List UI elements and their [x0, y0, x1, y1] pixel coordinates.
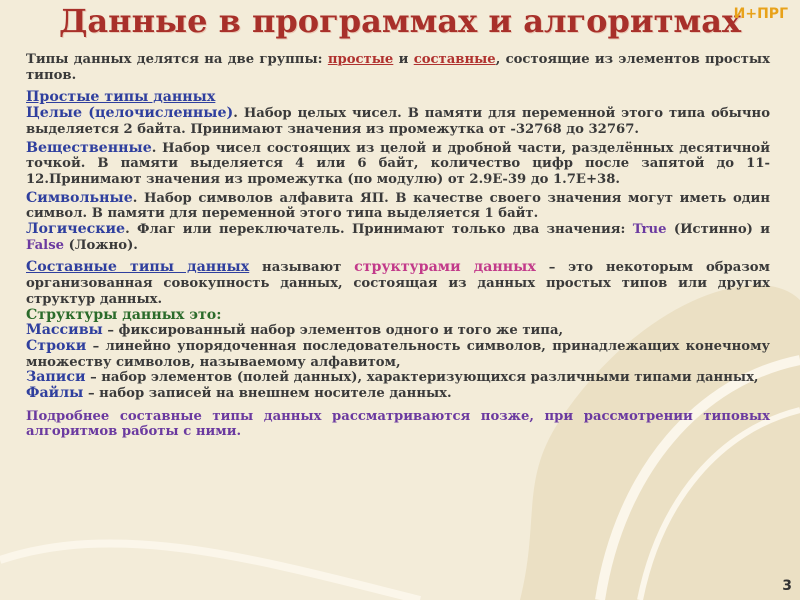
strings-text: – линейно упорядоченная последовательность символов, принадлежащих конечному множеству символов, называемому алфавитом, — [26, 338, 770, 370]
bool-text-1: . Флаг или переключатель. Принимают только два значения: — [125, 222, 633, 238]
bool-text-2: (Истинно) и — [666, 222, 770, 238]
intro-suffix: , состоящие из элементов простых типов. — [26, 52, 770, 83]
strings-item — [26, 339, 770, 370]
integer-term: Целые (целочисленные) — [26, 105, 234, 122]
real-text: . Набор чисел состоящих из целой и дробной части, разделённых десятичной точкой. В памяти выделяется 4 или 6 байт, количество цифр после запятой до 11-12.Принимают значения из промежутка (по модулю) от 2.9Е-39 до 1.7Е+38. — [26, 140, 770, 187]
real-term: Вещественные — [26, 139, 152, 156]
files-term: Файлы — [26, 385, 84, 402]
strings-term: Строки — [26, 337, 87, 354]
real-paragraph — [26, 141, 770, 188]
compound-paragraph — [26, 260, 770, 307]
intro-prefix: Типы данных делятся на две группы: — [26, 52, 328, 67]
compound-types-link[interactable]: составные — [413, 52, 496, 67]
simple-types-heading[interactable]: Простые типы данных — [26, 89, 216, 106]
char-term: Символьные — [26, 189, 133, 206]
structures-list-title: Структуры данных это: — [26, 306, 222, 323]
structures-term: структурами данных — [354, 259, 536, 276]
integer-text: . Набор целых чисел. В памяти для переменной этого типа обычно выделяется 2 байта. Принимают значения из промежутка от -32768 до 32767. — [26, 106, 771, 137]
true-word: True — [632, 222, 667, 238]
arrays-text: – фиксированный набор элементов одного и того же типа, — [102, 323, 564, 339]
compound-text-2: – это некоторым образом организованная совокупность данных, состоящая из данных простых типов или других структур данных. — [26, 260, 770, 307]
false-word: False — [26, 237, 65, 253]
bool-term: Логические — [26, 221, 126, 238]
compound-types-heading[interactable]: Составные типы данных — [26, 259, 250, 276]
intro-and: и — [393, 52, 414, 67]
structures-list-heading — [26, 308, 770, 324]
simple-types-heading-line — [26, 90, 770, 106]
footer-note: Подробнее составные типы данных рассматриваются позже, при рассмотрении типовых алгоритмов работы с ними. — [26, 408, 770, 440]
arrays-item — [26, 323, 770, 339]
char-paragraph — [26, 191, 770, 222]
slide-content — [26, 52, 770, 440]
records-term: Записи — [26, 369, 86, 386]
page-title: Данные в программах и алгоритмах — [58, 2, 742, 40]
bool-paragraph — [26, 222, 770, 253]
char-text: . Набор символов алфавита ЯП. В качестве своего значения могут иметь один символ. В памяти для переменной этого типа выделяется 1 байт. — [26, 190, 770, 222]
simple-types-link[interactable]: простые — [327, 52, 394, 67]
files-item — [26, 386, 770, 402]
intro-paragraph — [26, 52, 770, 83]
compound-text-1: называют — [249, 260, 355, 276]
records-text: – набор элементов (полей данных), характеризующихся различными типами данных, — [85, 370, 759, 386]
files-text: – набор записей на внешнем носителе данных. — [83, 386, 452, 402]
page-number: 3 — [782, 578, 792, 594]
arrays-term: Массивы — [26, 322, 103, 339]
bool-text-3: (Ложно). — [64, 237, 138, 253]
corner-tag: И+ПРГ — [733, 6, 788, 22]
records-item — [26, 370, 770, 386]
integer-paragraph — [26, 106, 770, 137]
